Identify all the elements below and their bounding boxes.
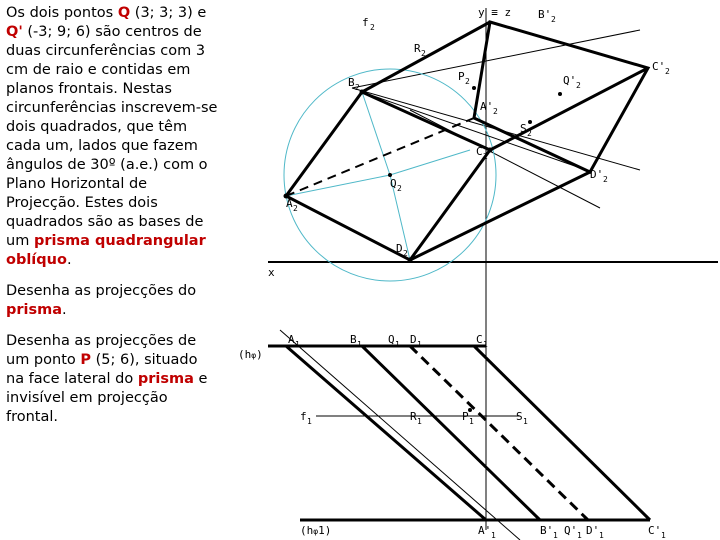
label-d2: D — [396, 242, 403, 255]
label-sub: 1 — [577, 531, 582, 540]
label-sub: 2 — [603, 175, 608, 184]
text-fragment: (-3; 9; 6) são centros de duas circunferências com 3 cm de raio e contidas em planos frontais. Nestas circunferências inscrevem-se dois quadrados, que têm cada um, lados que fazem ângulos de 30º (a.e.) com o Plano Horizontal de Projecção. Estes dois quadrados são as bases de um — [6, 24, 218, 249]
label-b-prime-2: B' — [538, 8, 552, 21]
label-s1: S — [516, 410, 523, 423]
label-sub: 1 — [553, 531, 558, 540]
label-a2: A — [286, 197, 293, 210]
label-q-prime-2: Q' — [563, 74, 577, 87]
label-b-prime-1: B' — [540, 524, 554, 537]
label-a-prime-1: A' — [478, 524, 492, 537]
point-c2 — [488, 148, 493, 153]
text-fragment: . — [66, 252, 72, 268]
label-sub: 1 — [661, 531, 666, 540]
prism-highlight: prisma quadrangular oblíquo — [6, 233, 206, 268]
text-fragment: . — [62, 302, 67, 318]
label-f2: f — [362, 16, 369, 29]
label-y-z: y ≡ z — [478, 6, 512, 19]
lateral-edge-b — [362, 22, 490, 92]
lateral-edge-b1 — [362, 346, 540, 520]
label-sub: 1 — [483, 340, 488, 349]
trace-line — [280, 330, 520, 540]
label-sub: 1 — [395, 340, 400, 349]
label-c-prime-2: C' — [652, 60, 666, 73]
label-sub: 2 — [576, 81, 581, 90]
label-f1: f — [300, 410, 307, 423]
label-a1: A — [288, 333, 295, 346]
text-fragment: (3; 3; 3) e — [130, 5, 207, 21]
point-p2 — [472, 86, 476, 90]
label-sub: 1 — [599, 531, 604, 540]
label-d1: D — [410, 333, 417, 346]
point-q-prime-highlight: Q' — [6, 24, 23, 40]
text-fragment: Desenha as projecções do — [6, 283, 197, 299]
label-s2: S — [520, 122, 527, 135]
lateral-edge-d — [410, 172, 590, 260]
label-sub: 2 — [370, 23, 375, 32]
label-b2: B — [348, 76, 355, 89]
label-sub: 2 — [665, 67, 670, 76]
label-d-prime-2: D' — [590, 168, 604, 181]
label-c2: C — [476, 145, 483, 158]
construction-line — [390, 150, 470, 175]
lateral-edge-a1 — [286, 346, 486, 520]
label-sub: 2 — [403, 249, 408, 258]
text-fragment: (5; 6), situado na face lateral do — [6, 352, 198, 387]
auxiliary-line-2 — [410, 110, 600, 208]
label-sub: 2 — [551, 15, 556, 24]
label-b1: B — [350, 333, 357, 346]
label-r2: R — [414, 42, 421, 55]
prism-highlight: prisma — [137, 371, 194, 387]
label-sub: 1 — [307, 417, 312, 426]
label-d-prime-1: D' — [586, 524, 600, 537]
label-sub: 2 — [465, 77, 470, 86]
point-s2 — [528, 120, 532, 124]
label-a-prime-2: A' — [480, 100, 494, 113]
label-h-phi: (hφ) — [238, 348, 263, 361]
point-p-highlight: P — [80, 352, 91, 368]
label-p1: P — [462, 410, 469, 423]
label-sub: 2 — [493, 107, 498, 116]
label-sub: 1 — [417, 417, 422, 426]
point-q-highlight: Q — [117, 5, 131, 21]
label-sub: 2 — [397, 184, 402, 193]
label-sub: 1 — [357, 340, 362, 349]
label-sub: 2 — [483, 152, 488, 161]
label-sub: 2 — [527, 129, 532, 138]
label-sub: 2 — [421, 49, 426, 58]
label-sub: 1 — [417, 340, 422, 349]
label-q1: Q — [388, 333, 395, 346]
text-fragment: Os dois pontos — [6, 5, 118, 21]
label-sub: 1 — [523, 417, 528, 426]
label-c-prime-1: C' — [648, 524, 662, 537]
r2-line — [352, 30, 640, 88]
label-sub: 2 — [293, 204, 298, 213]
base-square-front-2 — [474, 22, 648, 172]
label-q2: Q — [390, 177, 397, 190]
point-q-prime-2 — [558, 92, 562, 96]
construction-line — [362, 92, 390, 175]
label-h-phi1: (hφ1) — [300, 524, 332, 537]
label-sub: 1 — [295, 340, 300, 349]
label-sub: 2 — [355, 83, 360, 92]
prism-highlight: prisma — [6, 302, 63, 318]
label-sub: 1 — [491, 531, 496, 540]
label-x-axis: x — [268, 266, 275, 279]
label-c1: C — [476, 333, 483, 346]
construction-line — [286, 175, 390, 196]
text-fragment: Desenha as projecções de um ponto — [6, 333, 197, 368]
text-fragment: e invisível em projecção frontal. — [6, 371, 208, 425]
point-d2 — [408, 258, 413, 263]
label-sub: 1 — [469, 417, 474, 426]
label-p2: P — [458, 70, 465, 83]
point-b2 — [360, 90, 365, 95]
label-q-prime-1: Q' — [564, 524, 578, 537]
label-r1: R — [410, 410, 417, 423]
